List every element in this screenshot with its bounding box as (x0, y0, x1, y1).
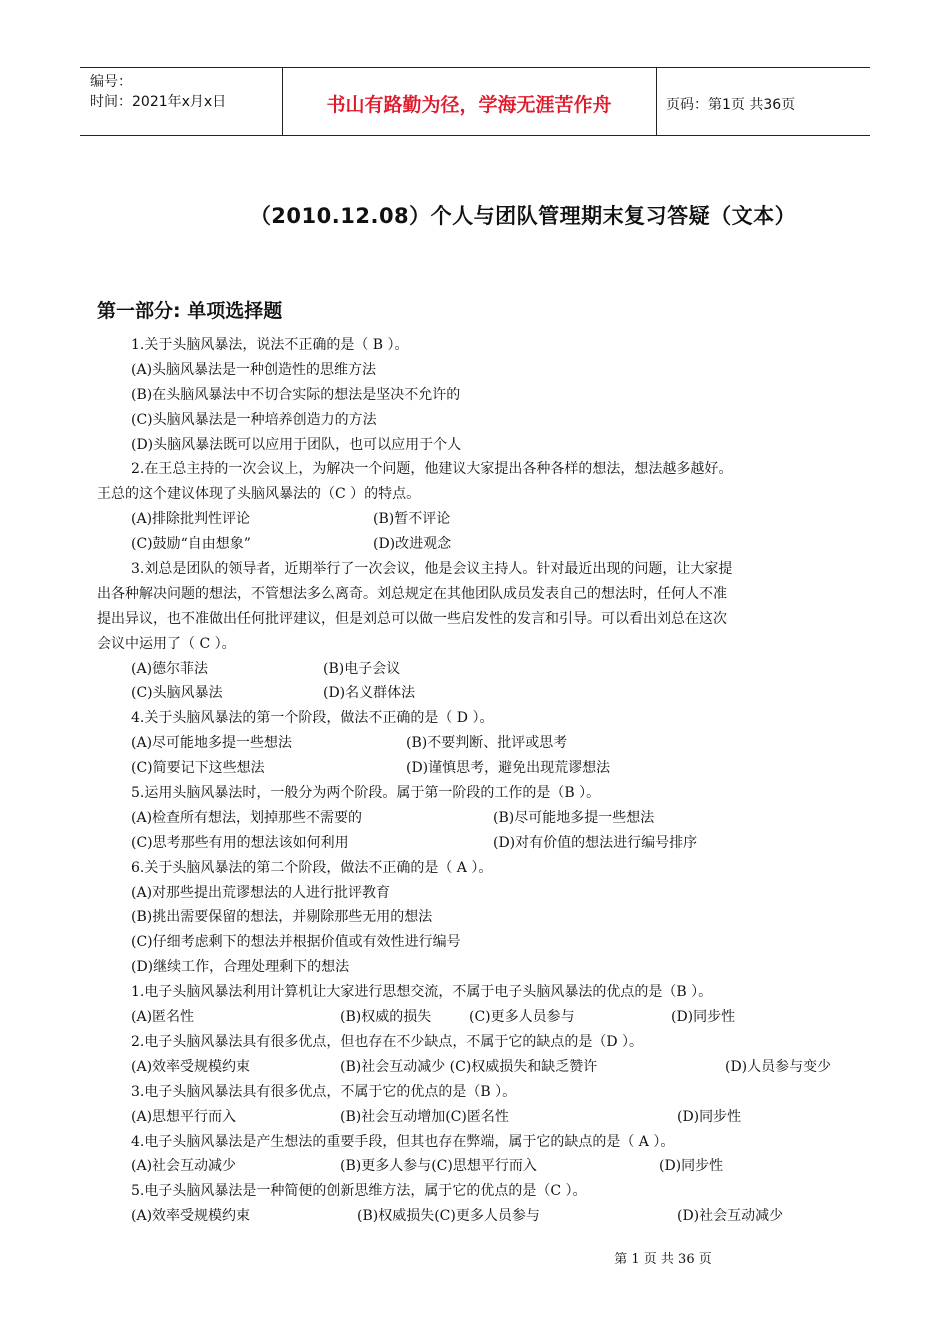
text-line (0, 881, 950, 906)
header-left-cell (90, 72, 226, 112)
text-line (0, 731, 950, 756)
text-segment: (C)仔细考虑剩下的想法并根据价值或有效性进行编号 (131, 934, 461, 951)
text-segment: 2.电子头脑风暴法具有很多优点，但也存在不少缺点，不属于它的缺点的是（D ）。 (131, 1033, 644, 1050)
header-bottom-rule (80, 135, 870, 136)
text-segment: 1.电子头脑风暴法利用计算机让大家进行思想交流，不属于电子头脑风暴法的优点的是（B ）。 (131, 984, 713, 1001)
text-segment: 会议中运用了（ C ）。 (97, 635, 236, 652)
text-segment: (A)排除批判性评论 (131, 511, 251, 528)
text-segment: 3.刘总是团队的领导者，近期举行了一次会议，他是会议主持人。针对最近出现的问题，让大家提 (131, 561, 733, 578)
text-segment: (B)更多人参与(C)思想平行而入 (340, 1158, 537, 1175)
text-segment: (D)名义群体法 (323, 685, 416, 702)
document-date: 时间：2021年x月x日 (90, 94, 227, 110)
text-segment: (D)继续工作，合理处理剩下的想法 (131, 959, 350, 976)
text-line (0, 955, 950, 980)
text-line (0, 1055, 950, 1080)
text-line (0, 1005, 950, 1030)
text-segment: 提出异议，也不准做出任何批评建议，但是刘总可以做一些启发性的发言和引导。可以看出刘总在这次 (97, 610, 727, 627)
text-segment: (D)谨慎思考，避免出现荒谬想法 (406, 760, 611, 777)
text-segment: 2.在王总主持的一次会议上，为解决一个问题，他建议大家提出各种各样的想法，想法越多越好。 (131, 461, 733, 478)
text-segment: (D)同步性 (671, 1009, 736, 1026)
section-heading: 第一部分: 单项选择题 (97, 300, 283, 322)
page-footer: 第 1 页 共 36 页 (614, 1252, 712, 1267)
text-line (0, 507, 950, 532)
header-divider-2 (656, 67, 657, 135)
text-segment: 6.关于头脑风暴法的第二个阶段，做法不正确的是（ A ）。 (131, 859, 493, 876)
text-segment: (B)尽可能地多提一些想法 (493, 809, 655, 826)
text-segment: (B)社会互动增加(C)匿名性 (340, 1108, 509, 1125)
text-segment: (C)更多人员参与 (469, 1009, 575, 1026)
text-line (0, 856, 950, 881)
text-line (0, 1030, 950, 1055)
text-segment: (D)人员参与变少 (725, 1058, 832, 1075)
text-segment: (D)同步性 (659, 1158, 724, 1175)
text-segment: (C)简要记下这些想法 (131, 760, 265, 777)
text-segment: 1.关于头脑风暴法，说法不正确的是（ B ）。 (131, 337, 409, 353)
text-line (0, 457, 950, 482)
text-segment: (A)对那些提出荒谬想法的人进行批评教育 (131, 884, 391, 901)
text-line (0, 557, 950, 582)
text-segment: (A)尽可能地多提一些想法 (131, 735, 293, 752)
text-line (0, 1080, 950, 1105)
text-line (0, 383, 950, 408)
text-line (0, 706, 950, 731)
text-line (0, 1154, 950, 1179)
header-motto: 书山有路勤为径，学海无涯苦作舟 (326, 94, 612, 116)
text-line (0, 1204, 950, 1229)
text-segment: (C)思考那些有用的想法该如何利用 (131, 834, 349, 851)
text-line (0, 781, 950, 806)
text-segment: (D)对有价值的想法进行编号排序 (493, 834, 698, 851)
text-segment: (A)头脑风暴法是一种创造性的思维方法 (131, 361, 377, 378)
text-line (0, 831, 950, 856)
header-top-rule (80, 67, 870, 68)
text-line (0, 905, 950, 930)
page-footer-wrap (0, 1248, 950, 1267)
text-segment: (D)头脑风暴法既可以应用于团队，也可以应用于个人 (131, 436, 462, 453)
text-line (0, 806, 950, 831)
text-segment: (A)社会互动减少 (131, 1158, 237, 1175)
text-line (0, 532, 950, 557)
text-line (0, 1105, 950, 1130)
text-segment: (B)权威损失(C)更多人员参与 (357, 1208, 540, 1225)
text-segment: (A)检查所有想法，划掉那些不需要的 (131, 809, 363, 826)
text-segment: (B)社会互动减少 (C)权威损失和缺乏赞许 (340, 1058, 598, 1075)
text-segment: (D)同步性 (677, 1108, 742, 1125)
text-line (0, 433, 950, 458)
document-title: （2010.12.08）个人与团队管理期末复习答疑（文本） (249, 204, 797, 228)
text-segment: (A)思想平行而入 (131, 1108, 237, 1125)
text-line (0, 607, 950, 632)
text-segment: 出各种解决问题的想法，不管想法多么离奇。刘总规定在其他团队成员发表自己的想法时，任何人不准 (97, 585, 727, 602)
text-segment: 王总的这个建议体现了头脑风暴法的（C ）的特点。 (97, 486, 421, 503)
text-line (0, 756, 950, 781)
text-segment: 4.电子头脑风暴法是产生想法的重要手段，但其也存在弊端，属于它的缺点的是（ A ）。 (131, 1133, 675, 1150)
document-title-wrap (0, 200, 950, 230)
text-line (0, 482, 950, 507)
text-segment: (A)效率受规模约束 (131, 1208, 251, 1225)
text-segment: 4.关于头脑风暴法的第一个阶段，做法不正确的是（ D ）。 (131, 710, 494, 727)
text-segment: 5.电子头脑风暴法是一种简便的创新思维方法，属于它的优点的是（C ）。 (131, 1183, 587, 1200)
text-segment: (B)权威的损失 (340, 1009, 432, 1026)
text-segment: (A)匿名性 (131, 1009, 195, 1026)
text-segment: 5.运用头脑风暴法时，一般分为两个阶段。属于第一阶段的工作的是（B ）。 (131, 785, 601, 802)
text-line (0, 1130, 950, 1155)
text-line (0, 657, 950, 682)
text-line (0, 408, 950, 433)
text-line (0, 632, 950, 657)
text-segment: (B)在头脑风暴法中不切合实际的想法是坚决不允许的 (131, 386, 461, 403)
text-line (0, 681, 950, 706)
text-line (0, 980, 950, 1005)
text-segment: (A)效率受规模约束 (131, 1058, 251, 1075)
text-segment: (B)电子会议 (323, 660, 401, 677)
question-body (0, 333, 950, 1229)
text-segment: (C)头脑风暴法是一种培养创造力的方法 (131, 411, 377, 428)
text-line (0, 358, 950, 383)
text-segment: (B)挑出需要保留的想法，并剔除那些无用的想法 (131, 909, 433, 926)
document-number-label: 编号： (90, 74, 132, 90)
text-segment: 3.电子头脑风暴法具有很多优点，不属于它的优点的是（B ）。 (131, 1083, 517, 1100)
text-line (0, 930, 950, 955)
text-segment: (D)改进观念 (373, 536, 452, 553)
header-page-info: 页码：第1页 共36页 (666, 97, 796, 113)
text-segment: (C)鼓励“自由想象” (131, 536, 251, 553)
text-segment: (D)社会互动减少 (677, 1208, 784, 1225)
text-line (0, 582, 950, 607)
text-segment: (C)头脑风暴法 (131, 685, 223, 702)
text-segment: (A)德尔菲法 (131, 660, 209, 677)
text-line (0, 1179, 950, 1204)
text-segment: (B)不要判断、批评或思考 (406, 735, 568, 752)
text-segment: (B)暂不评论 (373, 511, 451, 528)
text-line (0, 333, 950, 358)
